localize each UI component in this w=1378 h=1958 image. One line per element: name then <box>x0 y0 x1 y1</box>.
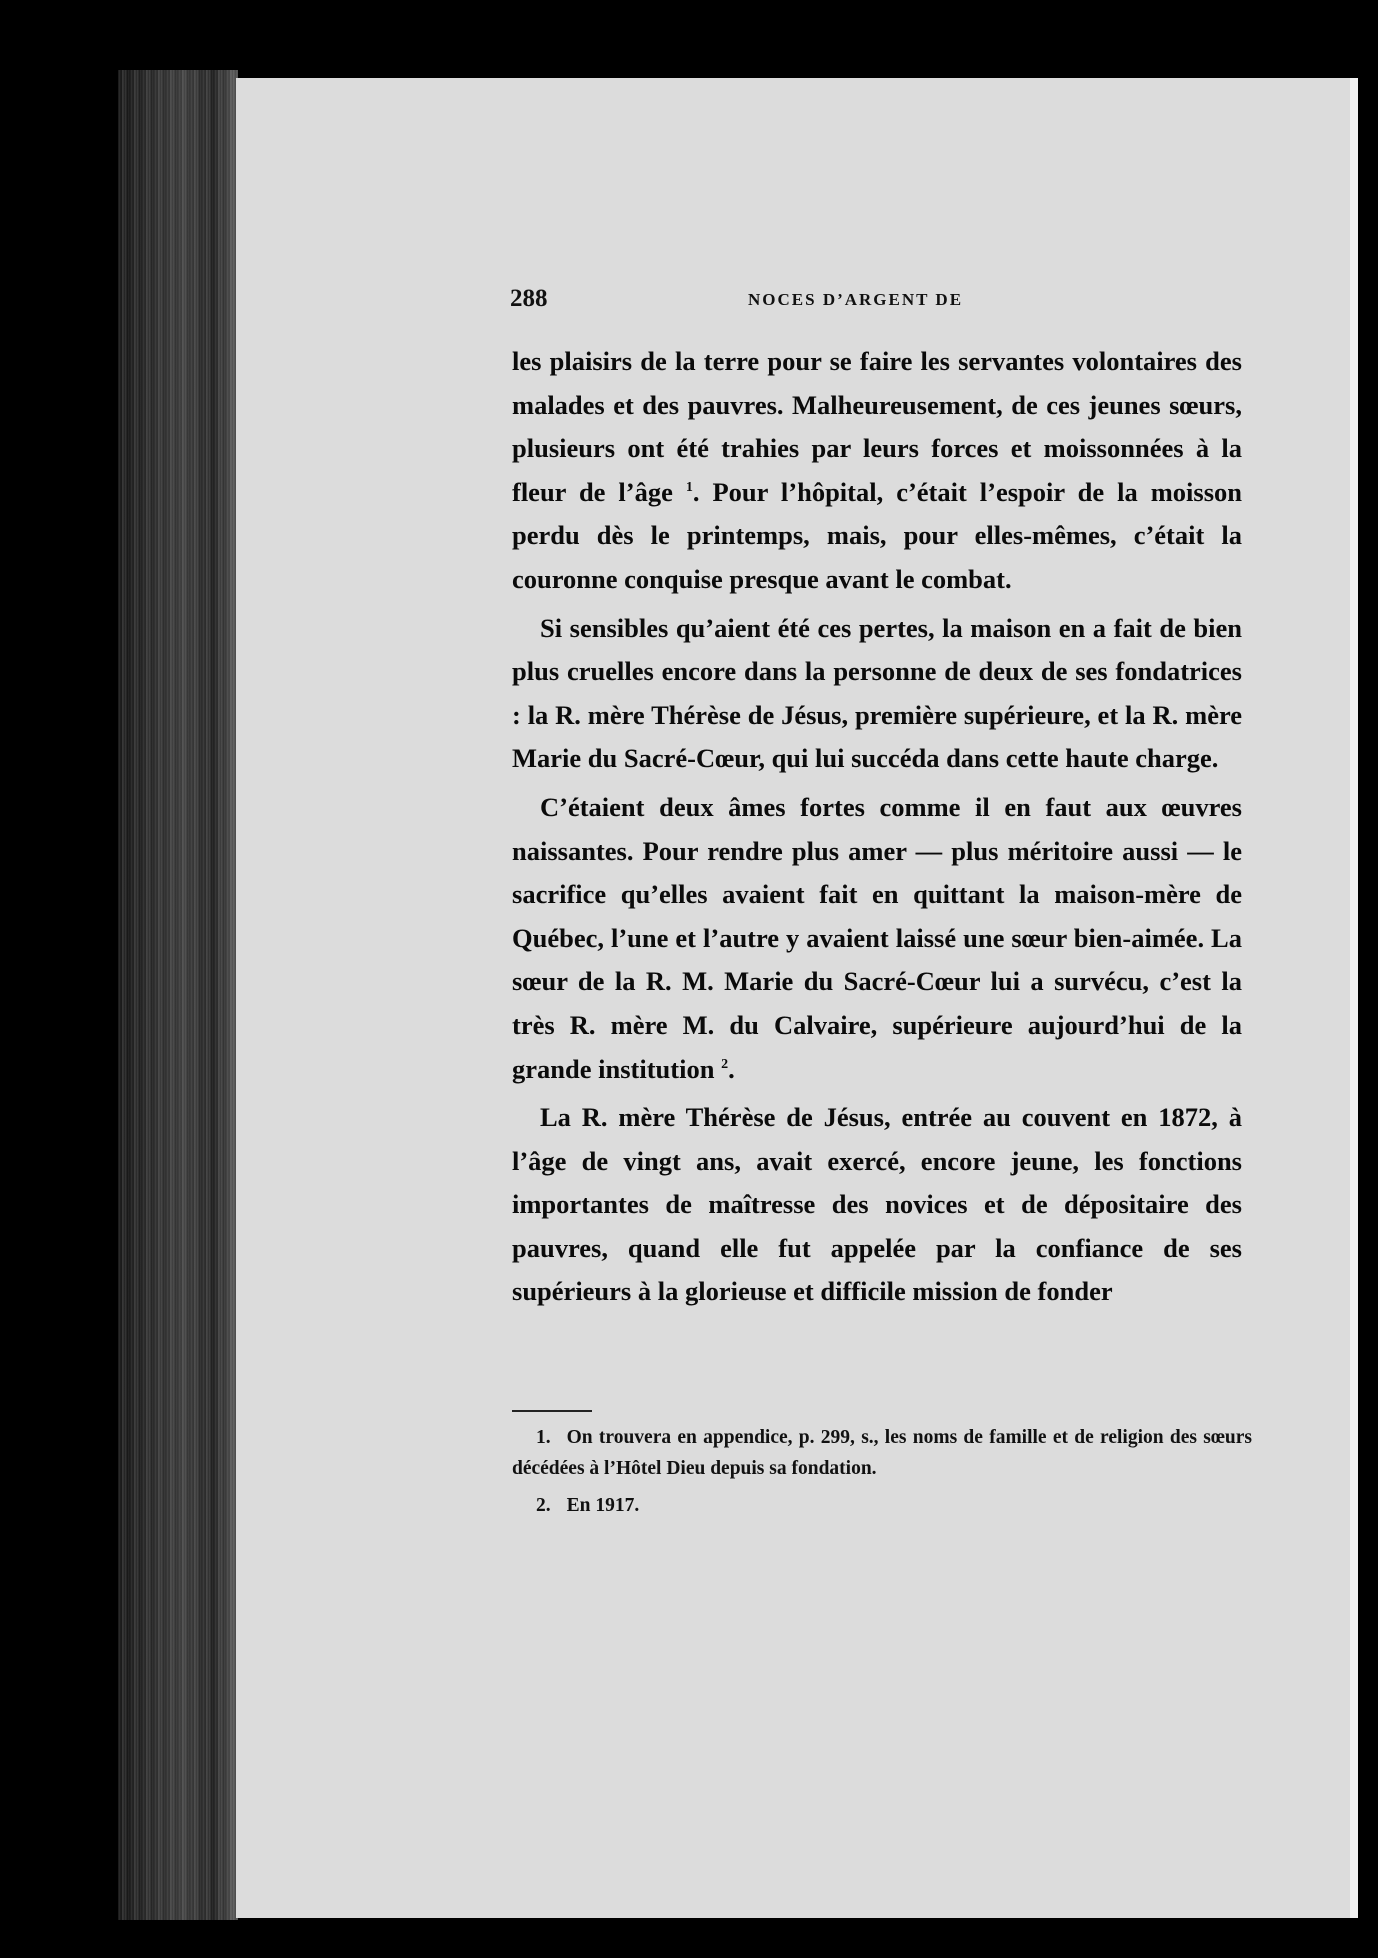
footnote <box>512 1422 1252 1484</box>
paragraph <box>512 1096 1242 1314</box>
paragraph-text: C’étaient deux âmes fortes comme il en faut aux œuvres naissantes. Pour rendre plus amer — plus méritoire aussi — le sacrifice qu’elles avaient fait en quittant la maison-mère de Québec, l’une et l’autre y avaient laissé une sœur bien-aimée. La sœur de la R. M. Marie du Sacré-Cœur lui a survécu, c’est la très R. mère M. du Calvaire, supérieure aujourd’hui de la grande institution <box>512 791 1242 1084</box>
page-number: 288 <box>510 285 548 312</box>
paragraph-text: La R. mère Thérèse de Jésus, entrée au couvent en 1872, à l’âge de vingt ans, avait exercé, encore jeune, les fonctions importantes de maîtresse des novices et de dépositaire des pauvres, quand elle fut appelée par la confiance de ses supérieurs à la glorieuse et difficile mission de fonder <box>512 1102 1242 1307</box>
footnote-ref: 2 <box>721 1056 729 1072</box>
footnotes <box>512 1422 1252 1527</box>
paragraph-text: les plaisirs de la terre pour se faire les servantes volontaires des malades et des pauvres. Malheureusement, de ces jeunes sœurs, plusieurs ont été trahies par leurs forces et moissonnées à la fleur de l’âge <box>512 346 1242 507</box>
paragraph <box>512 786 1242 1091</box>
paragraph <box>512 607 1242 781</box>
page-rim <box>1350 78 1358 1918</box>
footnote-text: En 1917. <box>566 1495 640 1516</box>
body-text <box>512 340 1242 1319</box>
paragraph-text: . <box>728 1053 735 1084</box>
paragraph-text: . Pour l’hôpital, c’était l’espoir de la moisson perdu dès le printemps, mais, pour elles-mêmes, c’était la couronne conquise presque avant le combat. <box>512 476 1243 594</box>
page-header <box>510 285 1250 325</box>
paragraph-text: Si sensibles qu’aient été ces pertes, la maison en a fait de bien plus cruelles encore dans la personne de deux de ses fondatrices : la R. mère Thérèse de Jésus, première supérieure, et la R. mère Marie du Sacré-Cœur, qui lui succéda dans cette haute charge. <box>512 612 1242 774</box>
paragraph <box>512 340 1242 602</box>
footnote <box>512 1490 1252 1521</box>
running-title: NOCES D’ARGENT DE <box>748 290 964 309</box>
book-page-edges <box>118 70 238 1920</box>
footnote-ref: 1 <box>685 479 693 495</box>
footnote-number: 1. <box>536 1427 551 1448</box>
footnote-text: On trouvera en appendice, p. 299, s., les noms de famille et de religion des sœurs décédées à l’Hôtel Dieu depuis sa fondation. <box>512 1427 1252 1479</box>
footnote-number: 2. <box>536 1495 551 1516</box>
footnote-divider <box>512 1410 592 1412</box>
